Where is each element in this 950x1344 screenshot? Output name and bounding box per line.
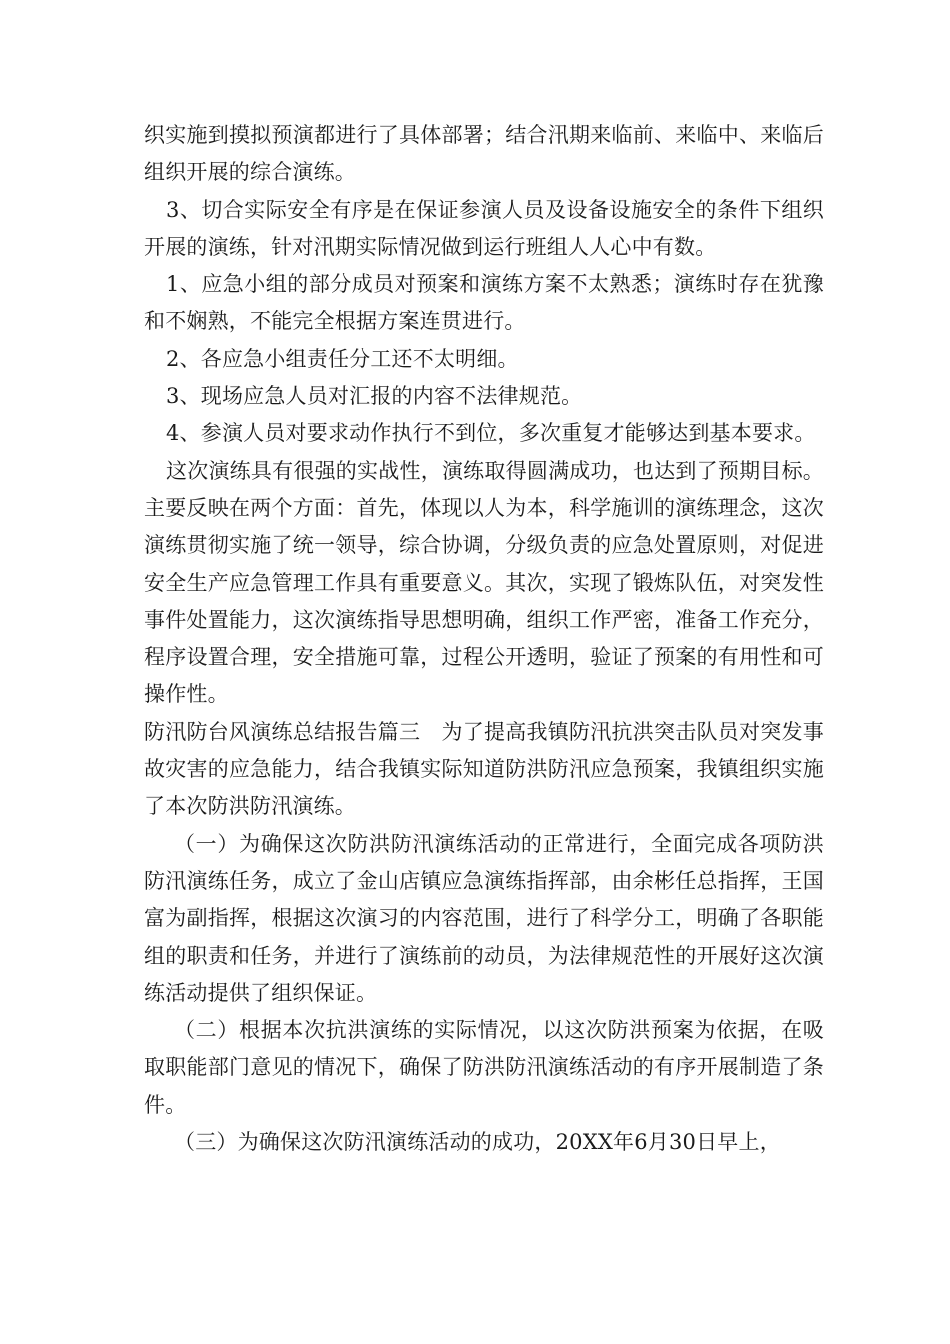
paragraph-issue-2: 2、各应急小组责任分工还不太明细。 (166, 346, 519, 371)
paragraph-conclusion: 这次演练具有很强的实战性，演练取得圆满成功，也达到了预期目标。主要反映在两个方面：首先，体现以人为本，科学施训的演练理念，这次演练贯彻实施了统一领导，综合协调，分级负责的应急处置原则，对促进安全生产应急管理工作具有重要意义。其次，实现了锻炼队伍，对突发性事件处置能力，这次演练指导思想明确，组织工作严密，准备工作充分，程序设置合理，安全措施可靠，过程公开透明，验证了预案的有用性和可操作性。 (144, 458, 824, 707)
paragraph-continuation: 织实施到摸拟预演都进行了具体部署；结合汛期来临前、来临中、来临后组织开展的综合演练。 (144, 123, 824, 185)
paragraph-section-2: （二）根据本次抗洪演练的实际情况，以这次防洪预案为依据，在吸取职能部门意见的情况下，确保了防洪防汛演练活动的有序开展制造了条件。 (144, 1018, 824, 1117)
paragraph-section-3: （三）为确保这次防汛演练活动的成功，20XX年6月30日早上， (174, 1130, 781, 1155)
paragraph-section-1: （一）为确保这次防洪防汛演练活动的正常进行，全面完成各项防洪防汛演练任务，成立了金山店镇应急演练指挥部，由余彬任总指挥，王国富为副指挥，根据这次演习的内容范围，进行了科学分工，明确了各职能组的职责和任务，并进行了演练前的动员，为法律规范性的开展好这次演练活动提供了组织保证。 (144, 831, 824, 1005)
paragraph-issue-3: 3、现场应急人员对汇报的内容不法律规范。 (166, 384, 583, 409)
paragraph-report-part-3: 防汛防台风演练总结报告篇三 为了提高我镇防汛抗洪突击队员对突发事故灾害的应急能力，结合我镇实际知道防洪防汛应急预案，我镇组织实施了本次防洪防汛演练。 (144, 719, 824, 819)
paragraph-issue-4: 4、参演人员对要求动作执行不到位，多次重复才能够达到基本要求。 (166, 421, 816, 446)
document-body (144, 117, 824, 1161)
paragraph-issue-1: 1、应急小组的部分成员对预案和演练方案不太熟悉；演练时存在犹豫和不娴熟，不能完全根据方案连贯进行。 (144, 272, 824, 334)
paragraph-point-3-safety: 3、切合实际安全有序是在保证参演人员及设备设施安全的条件下组织开展的演练，针对汛期实际情况做到运行班组人人心中有数。 (144, 197, 824, 259)
